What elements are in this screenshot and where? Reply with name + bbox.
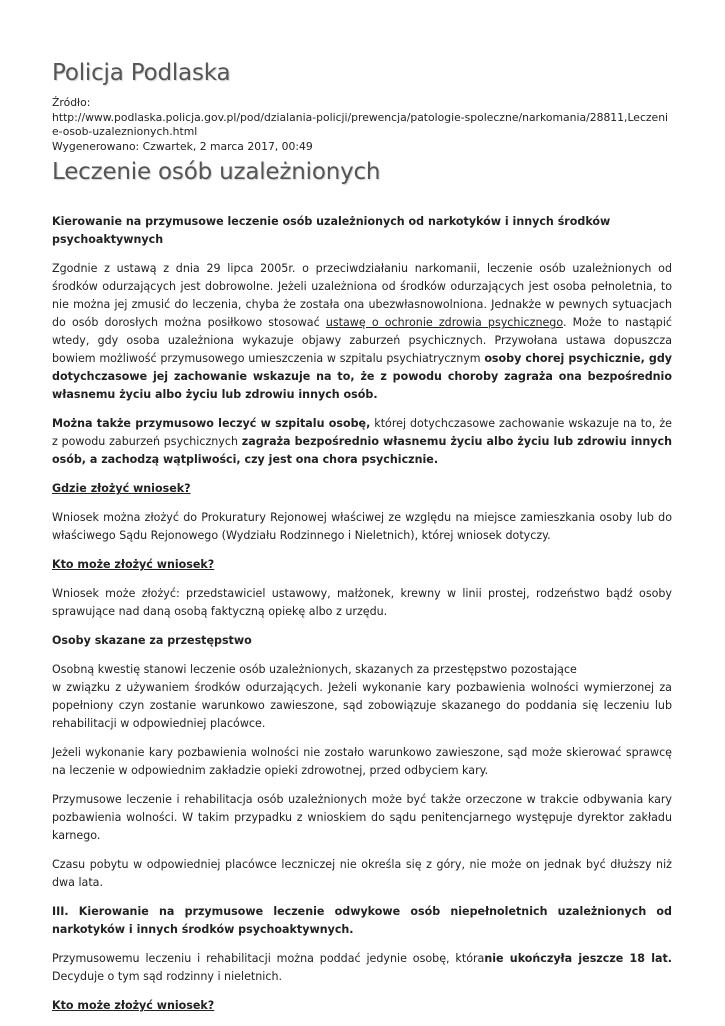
paragraph-bold: osoby chorej psychicznie, gdy dotychczasowe jej zachowanie wskazuje na to, że z powodu choroby zagraża ona bezpośrednio własnemu życiu albo życiu lub zdrowiu innych osób. [52, 352, 673, 402]
paragraph [52, 415, 672, 469]
meta-block [52, 96, 672, 154]
paragraph: Jeżeli wykonanie kary pozbawienia wolności nie zostało warunkowo zawieszone, sąd może skierować sprawcę na leczenie w odpowiednim zakładzie opieki zdrowotnej, przed odbyciem kary. [52, 746, 672, 778]
source-label: Źródło: [52, 96, 91, 109]
document-page [52, 58, 672, 1026]
paragraph [52, 950, 672, 986]
paragraph-text: . Może to nastąpić wtedy, gdy osoba uzależniona wykazuje objawy zaburzeń psychicznych. Przywołana ustawa dopuszcza bowiem możliwość przymusowego umieszczenia w szpitalu psychiatrycznym [52, 316, 672, 366]
paragraph-bold: Można także przymusowo leczyć w szpitalu osobę, [52, 417, 371, 431]
paragraph: Wniosek można złożyć do Prokuratury Rejonowej właściwej ze względu na miejsce zamieszkania osoby lub do właściwego Sądu Rejonowego (Wydziału Rodzinnego i Nieletnich), której wniosek dotyczy. [52, 511, 672, 543]
paragraph-text: Decyduje o tym sąd rodzinny i nieletnich. [52, 970, 283, 984]
section-heading: Kto może złożyć wniosek? [52, 999, 215, 1013]
section-heading: Gdzie złożyć wniosek? [52, 482, 191, 496]
paragraph-text: w związku z używaniem środków odurzających. Jeżeli wykonanie kary pozbawienia wolności wymierzonej za popełniony czyn zostanie warunkowo zawieszone, sąd zobowiązuje skazanego do poddania się leczeniu lub rehabilitacji w odpowiedniej placówce. [52, 681, 672, 731]
law-link[interactable]: ustawę o ochronie zdrowia psychicznego [325, 316, 563, 330]
paragraph-text: Przymusowemu leczeniu i rehabilitacji można poddać jedynie osobę, która [52, 952, 485, 966]
paragraph: Czasu pobytu w odpowiedniej placówce leczniczej nie określa się z góry, nie może on jednak być dłuższy niż dwa lata. [52, 858, 672, 890]
paragraph [52, 661, 672, 733]
site-title: Policja Podlaska [52, 60, 231, 86]
section-heading: III. Kierowanie na przymusowe leczenie odwykowe osób niepełnoletnich uzależnionych od narkotyków i innych środków psychoaktywnych. [52, 905, 672, 937]
generated-date: Wygenerowano: Czwartek, 2 marca 2017, 00:49 [52, 139, 313, 153]
section-heading: Kto może złożyć wniosek? [52, 558, 215, 572]
section-heading: Kierowanie na przymusowe leczenie osób uzależnionych od narkotyków i innych środków psychoaktywnych [52, 215, 611, 247]
paragraph-bold: nie ukończyła jeszcze 18 lat. [484, 952, 672, 966]
article-title: Leczenie osób uzależnionych [52, 159, 381, 186]
paragraph-text: której dotychczasowe zachowanie wskazuje na to, że z powodu zaburzeń psychicznych [52, 417, 672, 449]
paragraph-text: Osobną kwestię stanowi leczenie osób uzależnionych, skazanych za przestępstwo pozostające [52, 663, 577, 677]
paragraph [52, 260, 672, 404]
source-url: http://www.podlaska.policja.gov.pl/pod/dzialania-policji/prewencja/patologie-spoleczne/narkomania/28811,Leczenie-osob-uzaleznionych.html [52, 110, 669, 139]
paragraph-bold: zagraża bezpośrednio własnemu życiu albo życiu lub zdrowiu innych osób, a zachodzą wątpliwości, czy jest ona chora psychicznie. [52, 435, 672, 467]
paragraph-text: Zgodnie z ustawą z dnia 29 lipca 2005r. o przeciwdziałaniu narkomanii, leczenie osób uzależnionych od środków odurzających jest dobrowolne. Jeżeli uzależniona od środków odurzających jest osoba pełnoletnia, to nie można jej zmusić do leczenia, chyba że została ona ubezwłasnowolniona. Jednakże w pewnych sytuacjach do osób dorosłych można posiłkowo stosować [52, 262, 672, 330]
section-heading: Osoby skazane za przestępstwo [52, 634, 252, 648]
paragraph: Przymusowe leczenie i rehabilitacja osób uzależnionych może być także orzeczone w trakcie odbywania kary pozbawienia wolności. W takim przypadku z wnioskiem do sądu penitencjarnego występuje dyrektor zakładu karnego. [52, 793, 672, 843]
paragraph: Wniosek może złożyć: przedstawiciel ustawowy, małżonek, krewny w linii prostej, rodzeństwo bądź osoby sprawujące nad daną osobą faktyczną opiekę albo z urzędu. [52, 587, 672, 619]
